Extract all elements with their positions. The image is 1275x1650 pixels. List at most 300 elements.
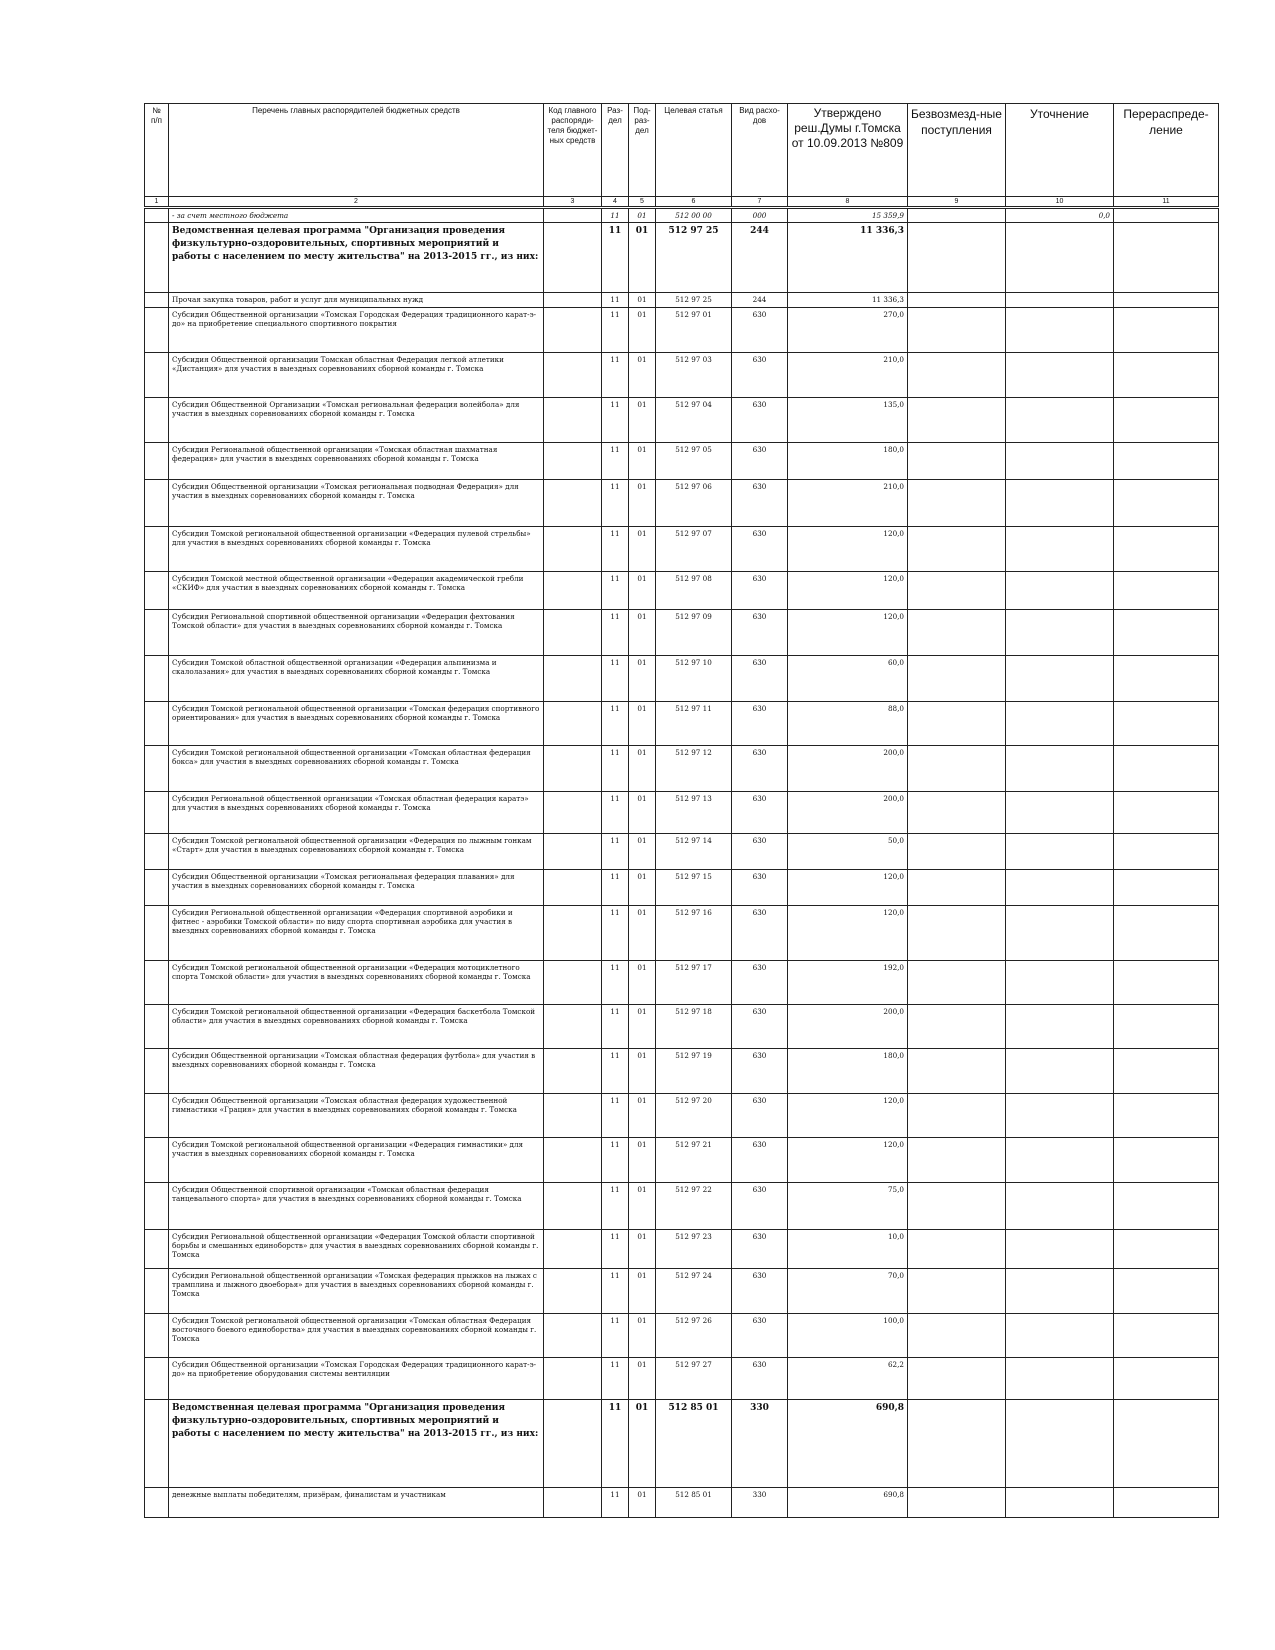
cell-exptype: 630 — [732, 1357, 788, 1399]
cell-no — [145, 655, 169, 701]
cell-gratuitous — [908, 1004, 1006, 1048]
cell-no — [145, 397, 169, 442]
cell-code — [544, 397, 602, 442]
cell-name: Субсидия Общественной организации «Томская региональная федерация плавания» для участия в выездных соревнованиях сборной команды г. Томска — [169, 869, 544, 905]
cell-code — [544, 526, 602, 571]
cell-code — [544, 905, 602, 960]
cell-code — [544, 1004, 602, 1048]
cell-name: Ведомственная целевая программа "Организация проведения физкультурно-оздоровительных, спортивных мероприятий и работы с населением по месту жительства" на 2013-2015 гг., из них: — [169, 223, 544, 293]
cell-gratuitous — [908, 905, 1006, 960]
cell-section: 11 — [602, 1357, 629, 1399]
cell-exptype: 630 — [732, 307, 788, 352]
column-number: 9 — [908, 197, 1006, 208]
cell-gratuitous — [908, 1487, 1006, 1517]
cell-code — [544, 960, 602, 1004]
header-subsection: Под-раз-дел — [629, 104, 656, 197]
cell-code — [544, 1399, 602, 1487]
table-row — [145, 1313, 1219, 1357]
cell-exptype: 630 — [732, 791, 788, 833]
table-row — [145, 293, 1219, 307]
cell-refinement — [1006, 869, 1114, 905]
cell-redistribution — [1114, 1182, 1219, 1229]
cell-redistribution — [1114, 791, 1219, 833]
cell-exptype: 630 — [732, 655, 788, 701]
cell-refinement — [1006, 223, 1114, 293]
cell-code — [544, 1048, 602, 1093]
cell-section: 11 — [602, 609, 629, 655]
cell-section: 11 — [602, 791, 629, 833]
table-row — [145, 1357, 1219, 1399]
cell-gratuitous — [908, 223, 1006, 293]
cell-subsection: 01 — [629, 352, 656, 397]
cell-target: 512 97 16 — [656, 905, 732, 960]
cell-redistribution — [1114, 1048, 1219, 1093]
cell-refinement — [1006, 905, 1114, 960]
cell-gratuitous — [908, 869, 1006, 905]
cell-section: 11 — [602, 833, 629, 869]
cell-exptype: 630 — [732, 869, 788, 905]
cell-target: 512 97 08 — [656, 571, 732, 609]
cell-target: 512 97 21 — [656, 1137, 732, 1182]
cell-subsection: 01 — [629, 1357, 656, 1399]
cell-code — [544, 1357, 602, 1399]
table-row — [145, 701, 1219, 745]
cell-name: Субсидия Общественной организации «Томская областная федерация художественной гимнастики «Грация» для участия в выездных соревнованиях сборной команды г. Томска — [169, 1093, 544, 1137]
cell-approved: 120,0 — [788, 869, 908, 905]
cell-redistribution — [1114, 1487, 1219, 1517]
cell-section: 11 — [602, 442, 629, 479]
cell-name: Субсидия Региональной общественной организации «Федерация спортивной аэробики и фитнес - аэробики Томской области» по виду спорта спортивная аэробика для участия в выездных соревнованиях сборной команды г. Томска — [169, 905, 544, 960]
cell-exptype: 630 — [732, 1093, 788, 1137]
cell-section: 11 — [602, 701, 629, 745]
cell-gratuitous — [908, 1268, 1006, 1313]
cell-refinement — [1006, 745, 1114, 791]
cell-target: 512 97 15 — [656, 869, 732, 905]
cell-no — [145, 609, 169, 655]
cell-exptype: 630 — [732, 1182, 788, 1229]
cell-subsection: 01 — [629, 208, 656, 223]
cell-subsection: 01 — [629, 609, 656, 655]
cell-target: 512 97 27 — [656, 1357, 732, 1399]
cell-subsection: 01 — [629, 701, 656, 745]
cell-subsection: 01 — [629, 397, 656, 442]
column-number: 11 — [1114, 197, 1219, 208]
cell-section: 11 — [602, 1137, 629, 1182]
cell-subsection: 01 — [629, 833, 656, 869]
cell-name: Прочая закупка товаров, работ и услуг для муниципальных нужд — [169, 293, 544, 307]
cell-subsection: 01 — [629, 223, 656, 293]
column-number: 6 — [656, 197, 732, 208]
cell-approved: 88,0 — [788, 701, 908, 745]
header-target: Целевая статья — [656, 104, 732, 197]
cell-gratuitous — [908, 1182, 1006, 1229]
cell-no — [145, 307, 169, 352]
cell-exptype: 630 — [732, 1229, 788, 1268]
table-row — [145, 1487, 1219, 1517]
table-row — [145, 655, 1219, 701]
cell-code — [544, 293, 602, 307]
cell-gratuitous — [908, 208, 1006, 223]
cell-approved: 120,0 — [788, 609, 908, 655]
cell-section: 11 — [602, 479, 629, 526]
cell-section: 11 — [602, 1313, 629, 1357]
cell-exptype: 630 — [732, 1004, 788, 1048]
cell-gratuitous — [908, 307, 1006, 352]
cell-approved: 180,0 — [788, 1048, 908, 1093]
cell-refinement — [1006, 526, 1114, 571]
cell-approved: 690,8 — [788, 1399, 908, 1487]
cell-gratuitous — [908, 745, 1006, 791]
cell-approved: 120,0 — [788, 1093, 908, 1137]
cell-gratuitous — [908, 571, 1006, 609]
cell-target: 512 85 01 — [656, 1399, 732, 1487]
cell-name: Субсидия Общественной организации «Томская Городская Федерация традиционного карат-э-до» на приобретение специального спортивного покрытия — [169, 307, 544, 352]
cell-exptype: 000 — [732, 208, 788, 223]
cell-code — [544, 1229, 602, 1268]
cell-code — [544, 208, 602, 223]
cell-exptype: 630 — [732, 442, 788, 479]
cell-code — [544, 1268, 602, 1313]
cell-section: 11 — [602, 223, 629, 293]
cell-name: Субсидия Региональной общественной организации «Томская федерация прыжков на лыжах с трамплина и лыжного двоеборья» для участия в выездных соревнованиях сборной команды г. Томска — [169, 1268, 544, 1313]
cell-approved: 60,0 — [788, 655, 908, 701]
cell-no — [145, 1048, 169, 1093]
column-number: 4 — [602, 197, 629, 208]
cell-approved: 180,0 — [788, 442, 908, 479]
cell-redistribution — [1114, 307, 1219, 352]
cell-target: 512 97 26 — [656, 1313, 732, 1357]
cell-approved: 210,0 — [788, 352, 908, 397]
cell-subsection: 01 — [629, 1229, 656, 1268]
header-name: Перечень главных распорядителей бюджетных средств — [169, 104, 544, 197]
cell-section: 11 — [602, 307, 629, 352]
cell-name: Субсидия Томской региональной общественной организации «Федерация баскетбола Томской области» для участия в выездных соревнованиях сборной команды г. Томска — [169, 1004, 544, 1048]
cell-target: 512 97 11 — [656, 701, 732, 745]
cell-subsection: 01 — [629, 1048, 656, 1093]
cell-exptype: 630 — [732, 352, 788, 397]
cell-name: Субсидия Общественной организации «Томская региональная подводная Федерация» для участия в выездных соревнованиях сборной команды г. Томска — [169, 479, 544, 526]
cell-name: - за счет местного бюджета — [169, 208, 544, 223]
cell-refinement — [1006, 307, 1114, 352]
cell-code — [544, 791, 602, 833]
cell-refinement — [1006, 1487, 1114, 1517]
cell-exptype: 630 — [732, 905, 788, 960]
column-number: 1 — [145, 197, 169, 208]
header-exptype: Вид расхо-дов — [732, 104, 788, 197]
table-row — [145, 307, 1219, 352]
cell-refinement — [1006, 397, 1114, 442]
column-number: 10 — [1006, 197, 1114, 208]
cell-section: 11 — [602, 905, 629, 960]
header-row — [145, 104, 1219, 197]
table-row — [145, 1048, 1219, 1093]
cell-section: 11 — [602, 1399, 629, 1487]
cell-redistribution — [1114, 1229, 1219, 1268]
cell-approved: 50,0 — [788, 833, 908, 869]
cell-refinement — [1006, 293, 1114, 307]
cell-approved: 100,0 — [788, 1313, 908, 1357]
header-gratuitous: Безвозмезд-ные поступления — [908, 104, 1006, 197]
cell-name: Субсидия Томской региональной общественной организации «Федерация по лыжным гонкам «Старт» для участия в выездных соревнованиях сборной команды г. Томска — [169, 833, 544, 869]
cell-exptype: 630 — [732, 745, 788, 791]
cell-section: 11 — [602, 960, 629, 1004]
cell-no — [145, 293, 169, 307]
cell-approved: 200,0 — [788, 1004, 908, 1048]
cell-redistribution — [1114, 571, 1219, 609]
cell-exptype: 630 — [732, 479, 788, 526]
cell-name: Субсидия Общественной организации «Томская областная федерация футбола» для участия в выездных соревнованиях сборной команды г. Томска — [169, 1048, 544, 1093]
cell-redistribution — [1114, 352, 1219, 397]
column-number-row — [145, 197, 1219, 208]
cell-no — [145, 745, 169, 791]
column-number: 5 — [629, 197, 656, 208]
cell-subsection: 01 — [629, 293, 656, 307]
table-row — [145, 526, 1219, 571]
cell-redistribution — [1114, 526, 1219, 571]
cell-code — [544, 869, 602, 905]
cell-section: 11 — [602, 1048, 629, 1093]
cell-gratuitous — [908, 397, 1006, 442]
table-row — [145, 791, 1219, 833]
cell-section: 11 — [602, 397, 629, 442]
cell-section: 11 — [602, 526, 629, 571]
cell-approved: 135,0 — [788, 397, 908, 442]
table-row — [145, 960, 1219, 1004]
cell-name: Субсидия Томской региональной общественной организации «Федерация гимнастики» для участия в выездных соревнованиях сборной команды г. Томска — [169, 1137, 544, 1182]
cell-name: Субсидия Томской региональной общественной организации «Томская областная федерация бокса» для участия в выездных соревнованиях сборной команды г. Томска — [169, 745, 544, 791]
cell-redistribution — [1114, 1313, 1219, 1357]
cell-refinement — [1006, 1313, 1114, 1357]
cell-code — [544, 745, 602, 791]
cell-name: Субсидия Томской областной общественной организации «Федерация альпинизма и скалолазания» для участия в выездных соревнованиях сборной команды г. Томска — [169, 655, 544, 701]
cell-target: 512 97 12 — [656, 745, 732, 791]
cell-approved: 15 359,9 — [788, 208, 908, 223]
column-number: 3 — [544, 197, 602, 208]
cell-no — [145, 208, 169, 223]
cell-refinement — [1006, 1357, 1114, 1399]
cell-no — [145, 1313, 169, 1357]
cell-exptype: 630 — [732, 1137, 788, 1182]
cell-section: 11 — [602, 869, 629, 905]
cell-approved: 120,0 — [788, 571, 908, 609]
cell-section: 11 — [602, 655, 629, 701]
cell-section: 11 — [602, 1182, 629, 1229]
cell-code — [544, 223, 602, 293]
column-number: 8 — [788, 197, 908, 208]
cell-subsection: 01 — [629, 869, 656, 905]
table-row — [145, 352, 1219, 397]
cell-subsection: 01 — [629, 791, 656, 833]
cell-approved: 270,0 — [788, 307, 908, 352]
cell-redistribution — [1114, 1357, 1219, 1399]
header-approved: Утверждено реш.Думы г.Томска от 10.09.2013 №809 — [788, 104, 908, 197]
cell-target: 512 97 17 — [656, 960, 732, 1004]
cell-target: 512 97 04 — [656, 397, 732, 442]
cell-no — [145, 869, 169, 905]
cell-section: 11 — [602, 745, 629, 791]
cell-redistribution — [1114, 745, 1219, 791]
cell-subsection: 01 — [629, 1487, 656, 1517]
cell-no — [145, 701, 169, 745]
cell-subsection: 01 — [629, 571, 656, 609]
cell-redistribution — [1114, 960, 1219, 1004]
cell-redistribution — [1114, 223, 1219, 293]
cell-gratuitous — [908, 293, 1006, 307]
cell-name: Субсидия Общественной организации «Томская Городская Федерация традиционного карат-э-до» на приобретение оборудования системы вентиляции — [169, 1357, 544, 1399]
cell-code — [544, 1313, 602, 1357]
cell-no — [145, 833, 169, 869]
cell-refinement — [1006, 609, 1114, 655]
cell-no — [145, 1137, 169, 1182]
cell-redistribution — [1114, 397, 1219, 442]
cell-name: Субсидия Региональной общественной организации «Томская областная федерация каратэ» для участия в выездных соревнованиях сборной команды г. Томска — [169, 791, 544, 833]
cell-approved: 11 336,3 — [788, 223, 908, 293]
cell-target: 512 97 03 — [656, 352, 732, 397]
cell-name: Субсидия Томской местной общественной организации «Федерация академической гребли «СКИФ» для участия в выездных соревнованиях сборной команды г. Томска — [169, 571, 544, 609]
cell-approved: 200,0 — [788, 745, 908, 791]
cell-approved: 200,0 — [788, 791, 908, 833]
cell-subsection: 01 — [629, 1399, 656, 1487]
budget-table — [144, 103, 1219, 1518]
cell-name: Субсидия Региональной общественной организации «Томская областная шахматная федерация» для участия в выездных соревнованиях сборной команды г. Томска — [169, 442, 544, 479]
header-redistribution: Перераспреде-ление — [1114, 104, 1219, 197]
cell-refinement — [1006, 1093, 1114, 1137]
table-row — [145, 571, 1219, 609]
table-row — [145, 905, 1219, 960]
cell-target: 512 97 20 — [656, 1093, 732, 1137]
cell-redistribution — [1114, 293, 1219, 307]
cell-redistribution — [1114, 905, 1219, 960]
cell-no — [145, 1399, 169, 1487]
cell-no — [145, 442, 169, 479]
cell-redistribution — [1114, 869, 1219, 905]
cell-refinement — [1006, 1229, 1114, 1268]
cell-redistribution — [1114, 1137, 1219, 1182]
cell-refinement — [1006, 442, 1114, 479]
cell-section: 11 — [602, 352, 629, 397]
table-row — [145, 869, 1219, 905]
cell-code — [544, 571, 602, 609]
header-no: № п/п — [145, 104, 169, 197]
cell-code — [544, 655, 602, 701]
cell-target: 512 85 01 — [656, 1487, 732, 1517]
cell-redistribution — [1114, 1004, 1219, 1048]
cell-target: 512 97 24 — [656, 1268, 732, 1313]
cell-gratuitous — [908, 1137, 1006, 1182]
cell-gratuitous — [908, 701, 1006, 745]
cell-target: 512 97 25 — [656, 223, 732, 293]
column-number: 7 — [732, 197, 788, 208]
table-row — [145, 479, 1219, 526]
cell-name: Субсидия Региональной спортивной общественной организации «Федерация фехтования Томской области» для участия в выездных соревнованиях сборной команды г. Томска — [169, 609, 544, 655]
cell-approved: 75,0 — [788, 1182, 908, 1229]
cell-subsection: 01 — [629, 1004, 656, 1048]
table-body — [145, 208, 1219, 1517]
cell-code — [544, 1137, 602, 1182]
cell-refinement — [1006, 479, 1114, 526]
cell-target: 512 97 18 — [656, 1004, 732, 1048]
cell-gratuitous — [908, 1357, 1006, 1399]
cell-subsection: 01 — [629, 1268, 656, 1313]
cell-name: Субсидия Региональной общественной организации «Федерация Томской области спортивной борьбы и смешанных единоборств» для участия в выездных соревнованиях сборной команды г. Томска — [169, 1229, 544, 1268]
cell-exptype: 630 — [732, 1268, 788, 1313]
table-row — [145, 745, 1219, 791]
cell-no — [145, 1182, 169, 1229]
cell-refinement — [1006, 352, 1114, 397]
cell-exptype: 330 — [732, 1487, 788, 1517]
cell-subsection: 01 — [629, 479, 656, 526]
cell-target: 512 97 19 — [656, 1048, 732, 1093]
cell-subsection: 01 — [629, 526, 656, 571]
cell-subsection: 01 — [629, 905, 656, 960]
cell-code — [544, 442, 602, 479]
cell-name: Субсидия Томской региональной общественной организации «Федерация пулевой стрельбы» для участия в выездных соревнованиях сборной команды г. Томска — [169, 526, 544, 571]
cell-section: 11 — [602, 208, 629, 223]
cell-redistribution — [1114, 208, 1219, 223]
cell-approved: 120,0 — [788, 1137, 908, 1182]
cell-target: 512 97 10 — [656, 655, 732, 701]
cell-refinement — [1006, 960, 1114, 1004]
cell-exptype: 630 — [732, 526, 788, 571]
cell-section: 11 — [602, 293, 629, 307]
cell-redistribution — [1114, 442, 1219, 479]
cell-gratuitous — [908, 655, 1006, 701]
table-row — [145, 1093, 1219, 1137]
cell-approved: 120,0 — [788, 905, 908, 960]
cell-no — [145, 1357, 169, 1399]
cell-target: 512 97 22 — [656, 1182, 732, 1229]
cell-refinement — [1006, 833, 1114, 869]
cell-no — [145, 352, 169, 397]
cell-approved: 690,8 — [788, 1487, 908, 1517]
cell-redistribution — [1114, 833, 1219, 869]
cell-approved: 210,0 — [788, 479, 908, 526]
cell-code — [544, 479, 602, 526]
cell-gratuitous — [908, 791, 1006, 833]
cell-target: 512 97 07 — [656, 526, 732, 571]
cell-redistribution — [1114, 1093, 1219, 1137]
cell-code — [544, 701, 602, 745]
table-row — [145, 208, 1219, 223]
header-code: Код главного распоряди-теля бюджет-ных средств — [544, 104, 602, 197]
cell-redistribution — [1114, 655, 1219, 701]
cell-gratuitous — [908, 479, 1006, 526]
cell-refinement: 0,0 — [1006, 208, 1114, 223]
cell-target: 512 97 06 — [656, 479, 732, 526]
cell-code — [544, 1093, 602, 1137]
cell-redistribution — [1114, 479, 1219, 526]
cell-refinement — [1006, 1137, 1114, 1182]
cell-exptype: 244 — [732, 223, 788, 293]
cell-approved: 62,2 — [788, 1357, 908, 1399]
cell-no — [145, 526, 169, 571]
table-row — [145, 1268, 1219, 1313]
cell-no — [145, 1093, 169, 1137]
cell-code — [544, 1487, 602, 1517]
cell-refinement — [1006, 1268, 1114, 1313]
cell-exptype: 630 — [732, 571, 788, 609]
cell-gratuitous — [908, 526, 1006, 571]
cell-subsection: 01 — [629, 1137, 656, 1182]
cell-no — [145, 1268, 169, 1313]
table-row — [145, 397, 1219, 442]
cell-subsection: 01 — [629, 1182, 656, 1229]
cell-approved: 192,0 — [788, 960, 908, 1004]
cell-name: Субсидия Общественной спортивной организации «Томская областная федерация танцевального спорта» для участия в выездных соревнованиях сборной команды г. Томска — [169, 1182, 544, 1229]
cell-no — [145, 791, 169, 833]
cell-exptype: 630 — [732, 960, 788, 1004]
cell-redistribution — [1114, 609, 1219, 655]
